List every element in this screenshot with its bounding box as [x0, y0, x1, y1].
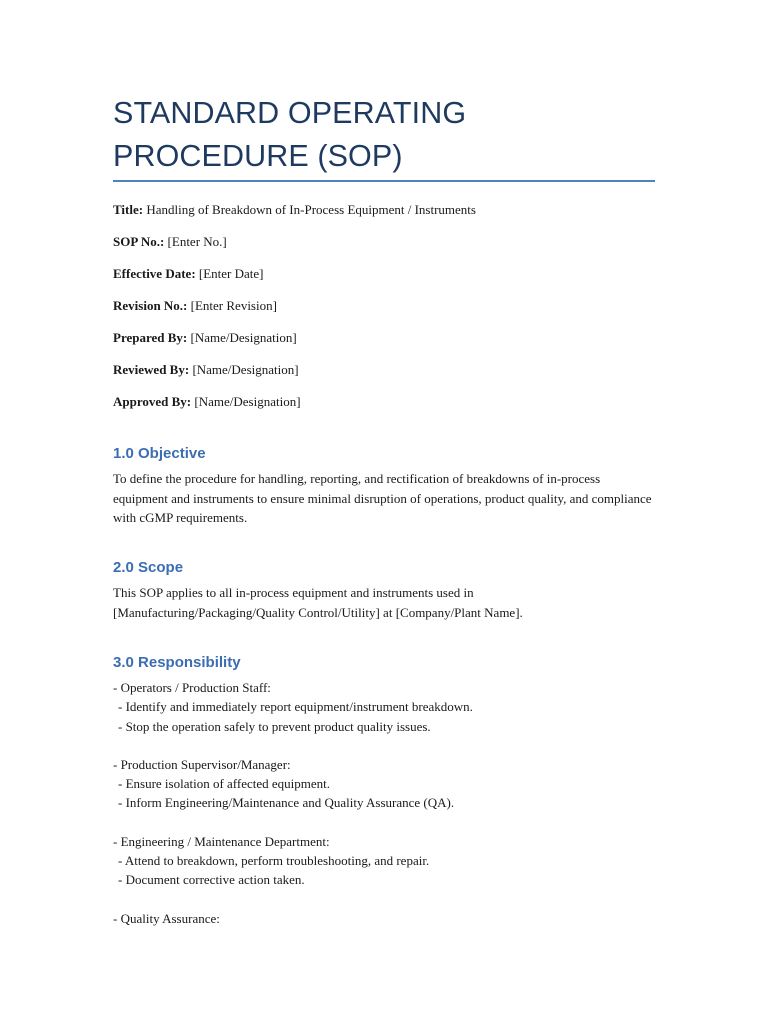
meta-label: SOP No.: — [113, 234, 165, 249]
meta-effective-date — [113, 265, 655, 297]
meta-value: [Enter Date] — [198, 266, 264, 281]
meta-value: [Name/Designation] — [192, 362, 299, 377]
meta-label: Prepared By: — [113, 330, 188, 345]
responsibility-item: - Identify and immediately report equipment/instrument breakdown. — [118, 699, 473, 715]
section-scope — [113, 558, 655, 622]
meta-label: Approved By: — [113, 394, 192, 409]
meta-label: Revision No.: — [113, 298, 188, 313]
sop-metadata — [113, 201, 655, 425]
section-responsibility — [113, 653, 655, 928]
paragraph-gap — [113, 890, 655, 909]
meta-value: [Name/Designation] — [190, 330, 297, 345]
meta-label: Effective Date: — [113, 266, 196, 281]
responsibility-item: - Attend to breakdown, perform troubleshooting, and repair. — [118, 853, 430, 869]
responsibility-item: - Ensure isolation of affected equipment. — [118, 776, 331, 792]
meta-value: [Enter No.] — [167, 234, 227, 249]
meta-value: [Name/Designation] — [194, 394, 301, 409]
paragraph-gap — [113, 813, 655, 832]
responsibility-role: - Engineering / Maintenance Department: — [113, 833, 330, 849]
meta-revision-no — [113, 297, 655, 329]
section-heading: 1.0 Objective — [113, 445, 206, 462]
meta-approved-by — [113, 393, 655, 425]
responsibility-item: - Document corrective action taken. — [118, 872, 305, 888]
paragraph-gap — [113, 736, 655, 755]
meta-value: [Enter Revision] — [190, 298, 277, 313]
section-body: This SOP applies to all in-process equipment and instruments used in [Manufacturing/Packaging/Quality Control/Utility] at [Company/Plant Name]. — [113, 585, 523, 620]
responsibility-item: - Inform Engineering/Maintenance and Quality Assurance (QA). — [118, 795, 455, 811]
title-underline — [113, 180, 655, 182]
responsibility-list — [113, 678, 655, 928]
section-heading: 2.0 Scope — [113, 559, 184, 576]
meta-label: Title: — [113, 202, 144, 217]
section-objective — [113, 444, 655, 528]
section-heading: 3.0 Responsibility — [113, 654, 241, 671]
section-body: To define the procedure for handling, reporting, and rectification of breakdowns of in-process equipment and instruments to ensure minimal disruption of operations, product quality, and compliance with cGMP requirements. — [113, 471, 652, 525]
responsibility-role: - Production Supervisor/Manager: — [113, 756, 291, 772]
meta-prepared-by — [113, 329, 655, 361]
meta-sop-no — [113, 233, 655, 265]
meta-reviewed-by — [113, 361, 655, 393]
responsibility-item: - Stop the operation safely to prevent product quality issues. — [118, 718, 431, 734]
meta-label: Reviewed By: — [113, 362, 190, 377]
responsibility-role: - Quality Assurance: — [113, 910, 220, 926]
responsibility-role: - Operators / Production Staff: — [113, 680, 271, 695]
meta-value: Handling of Breakdown of In-Process Equipment / Instruments — [146, 202, 476, 217]
meta-title — [113, 201, 655, 233]
document-title: STANDARD OPERATING PROCEDURE (SOP) — [113, 96, 467, 173]
